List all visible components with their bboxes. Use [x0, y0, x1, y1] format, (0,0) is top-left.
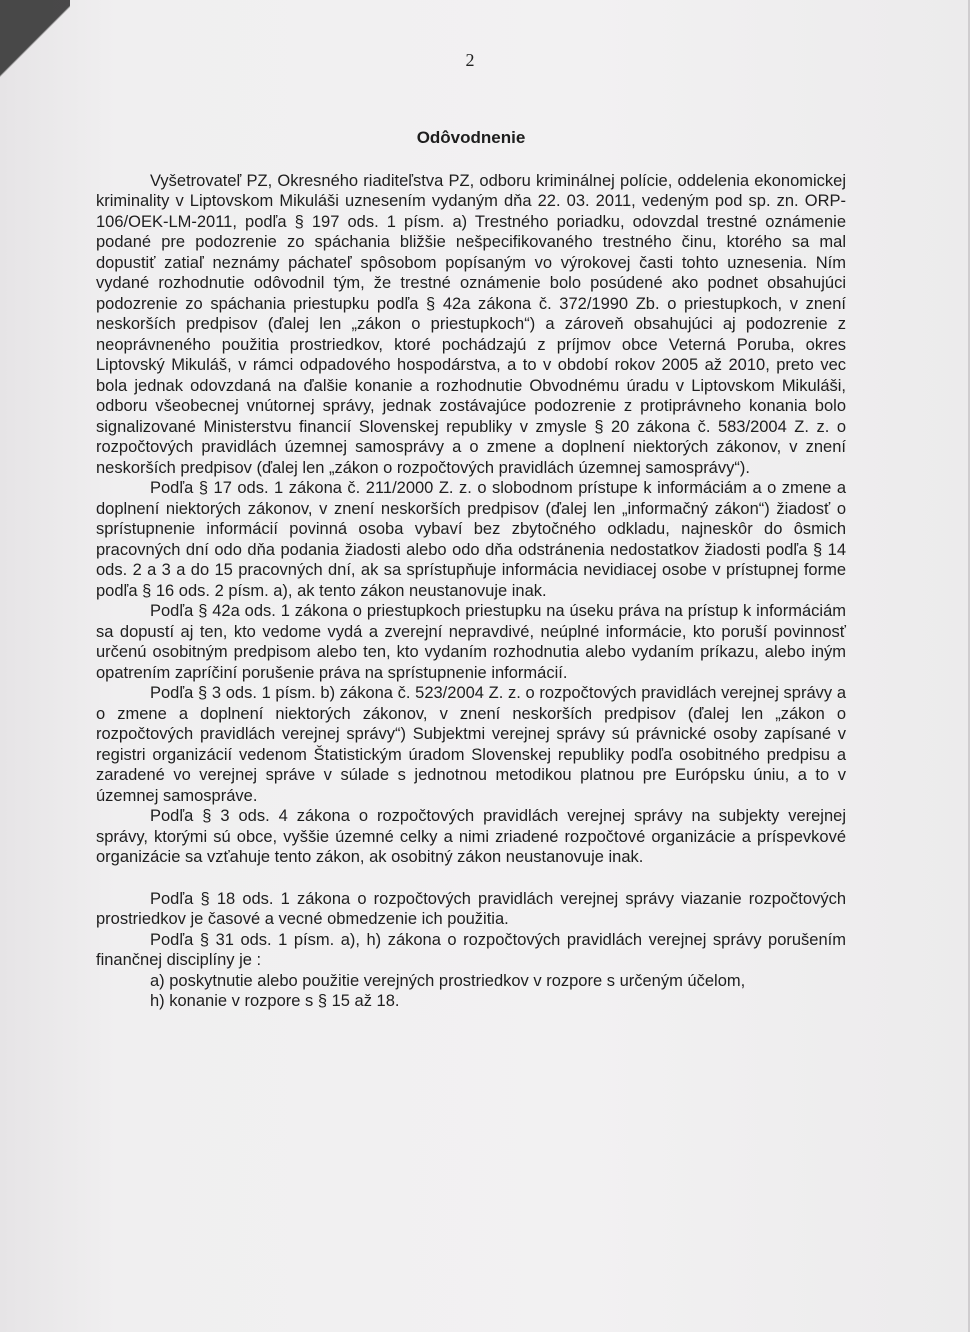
- paragraph-4: Podľa § 3 ods. 1 písm. b) zákona č. 523/2004 Z. z. o rozpočtových pravidlách verejnej správy a o zmene a doplnení niektorých zákonov, v znení neskorších predpisov (ďalej len „zákon o rozpočtových pravidlách verejnej správy“) Subjektmi verejnej správy sú právnické osoby zapísané v registri organizácií vedenom Štatistickým úradom Slovenskej republiky podľa osobitného predpisu a zaradené vo verejnej správe v súlade s jednotnou metodikou platnou pre Európsku úniu, a to v územnej samospráve.: [96, 684, 846, 805]
- list-item: h) konanie v rozpore s § 15 až 18.: [150, 992, 400, 1010]
- paragraph-1: Vyšetrovateľ PZ, Okresného riaditeľstva PZ, odboru kriminálnej polície, oddelenia ekonomickej kriminality v Liptovskom Mikuláši uznesením vydaným dňa 22. 03. 2011, vedeným pod sp. zn. ORP-106/OEK-LM-2011, podľa § 197 ods. 1 písm. a) Trestného poriadku, odovzdal trestné oznámenie podané pre podozrenie zo spáchania bližšie nešpecifikovaného trestného činu, ktorého sa mal dopustiť zatiaľ neznámy páchateľ spôsobom popísaným vo výrokovej časti tohto uznesenia. Ním vydané rozhodnutie odôvodnil tým, že trestné oznámenie bolo posúdené ako podnet obsahujúci podozrenie zo spáchania priestupku podľa § 42a zákona č. 372/1990 Zb. o priestupkoch, v znení neskorších predpisov (ďalej len „zákon o priestupkoch“) a zároveň obsahujúci aj podozrenie z neoprávneného použitia prostriedkov, ktoré pochádzajú z príjmov obce Veterná Poruba, okres Liptovský Mikuláš, v rámci odpadového hospodárstva, a to v období rokov 2005 až 2010, preto vec bola jednak odovzdaná na ďalšie konanie a rozhodnutie Obvodnému úradu v Liptovskom Mikuláši, odboru všeobecnej vnútornej správy, jednak zostávajúce podozrenie z protiprávneho konania bolo signalizované Ministerstvu financií Slovenskej republiky v zmysle § 20 zákona č. 583/2004 Z. z. o rozpočtových pravidlách územnej samosprávy a o zmene a doplnení niektorých zákonov, v znení neskorších predpisov (ďalej len „zákon o rozpočtových pravidlách územnej samosprávy“).: [96, 171, 846, 477]
- document-title: Odôvodnenie: [416, 128, 526, 147]
- paragraph-3: Podľa § 42a ods. 1 zákona o priestupkoch priestupku na úseku práva na prístup k informáciám sa dopustí aj ten, kto vedome vydá a zverejní nepravdivé, neúplné informácie, kto poruší povinnosť určenú osobitným predpisom alebo ten, kto vydaním rozhodnutia alebo vydaním príkazu, alebo iným opatrením zapríčiní porušenie práva na sprístupnenie informácií.: [96, 602, 846, 682]
- paragraph-6: Podľa § 18 ods. 1 zákona o rozpočtových pravidlách verejnej správy viazanie rozpočtových prostriedkov je časové a vecné obmedzenie ich použitia.: [96, 889, 846, 928]
- violation-list: [96, 971, 846, 1012]
- paragraph-2: Podľa § 17 ods. 1 zákona č. 211/2000 Z. z. o slobodnom prístupe k informáciám a o zmene a doplnení niektorých zákonov, v znení neskorších predpisov (ďalej len „informačný zákon“) žiadosť o sprístupnenie informácií povinná osoba vybaví bez zbytočného odkladu, najneskôr do ôsmich pracovných dní odo dňa podania žiadosti alebo odo dňa odstránenia nedostatkov žiadosti podľa § 14 ods. 2 a 3 a do 15 pracovných dní, ak sa sprístupňuje informácia nevidiacej osobe v prístupnej forme podľa § 16 ods. 2 písm. a), ak tento zákon neustanovuje inak.: [96, 479, 846, 600]
- scan-edge-shadow: [0, 0, 70, 180]
- page-number: 2: [465, 50, 475, 70]
- paragraph-7: Podľa § 31 ods. 1 písm. a), h) zákona o rozpočtových pravidlách verejnej správy porušením finančnej disciplíny je :: [96, 930, 846, 969]
- list-item: a) poskytnutie alebo použitie verejných prostriedkov v rozpore s určeným účelom,: [150, 971, 746, 990]
- paragraph-5: Podľa § 3 ods. 4 zákona o rozpočtových pravidlách verejnej správy na subjekty verejnej správy, ktorými sú obce, vyššie územné celky a nimi zriadené rozpočtové organizácie a príspevkové organizácie sa vzťahuje tento zákon, ak osobitný zákon neustanovuje inak.: [96, 807, 846, 866]
- document-body: [96, 128, 846, 1012]
